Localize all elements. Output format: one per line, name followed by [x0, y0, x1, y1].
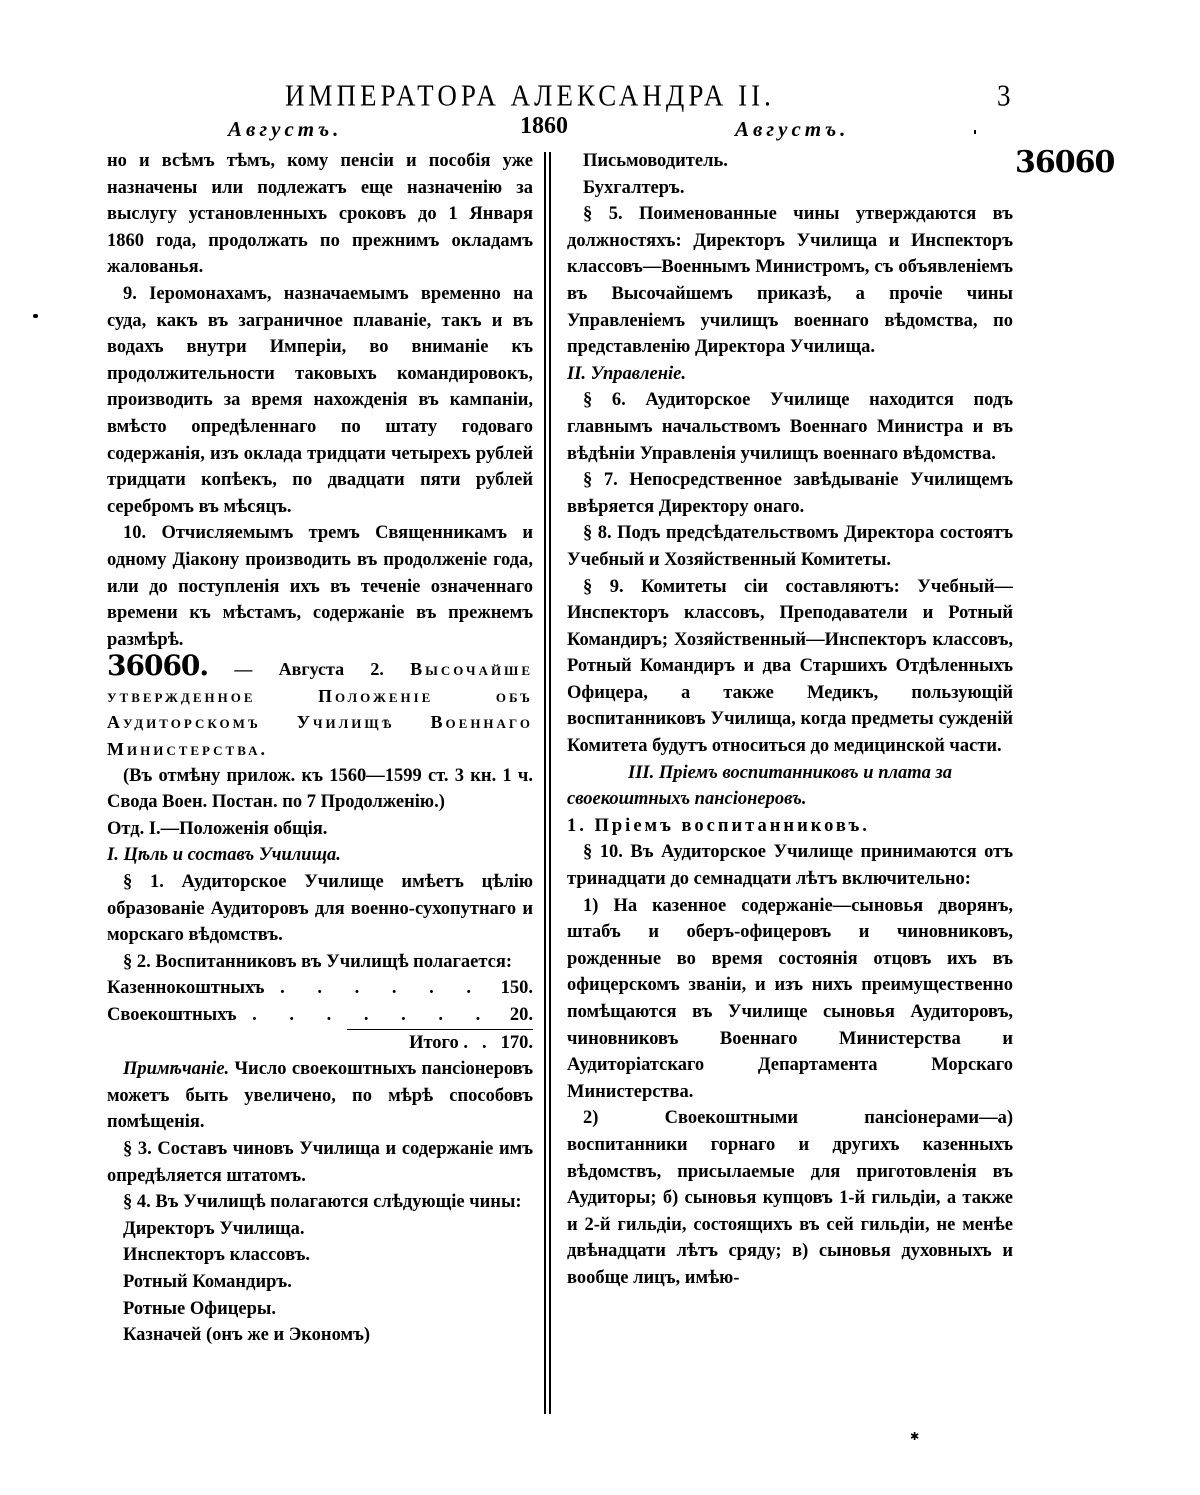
rank-item: Инспекторъ классовъ.	[123, 1245, 311, 1266]
decree-heading	[107, 649, 533, 762]
repeal-note: (Въ отмѣну прилож. къ 1560—1599 ст. 3 кн. 1 ч. Свода Воен. Постан. по 7 Продолженію.)	[107, 765, 533, 813]
decree-title: Высочайше утвержденное Положеніе объ Аудиторскомъ Училищѣ Военнаго Министерства.	[107, 659, 533, 760]
section-heading: Отд. I.—Положенія общія.	[107, 818, 328, 839]
decree-dash: —	[208, 659, 279, 680]
total-row	[347, 1029, 533, 1057]
paragraph-continued: но и всѣмъ тѣмъ, кому пенсіи и пособія уже назначены или подлежатъ еще назначенію за выслугу установленныхъ сроковъ до 1 Января 1860 года, продолжать по прежнимъ окладамъ жалованья.	[107, 151, 533, 278]
paragraph-s1: § 1. Аудиторское Училище имѣетъ цѣлію образованіе Аудиторовъ для военно-сухопутнаго и морскаго вѣдомствъ.	[107, 872, 533, 946]
paragraph-s4: § 4. Въ Училищѣ полагаются слѣдующіе чины:	[123, 1192, 522, 1213]
subsection-heading: I. Цѣль и составъ Училища.	[107, 845, 341, 866]
note-label: Примѣчаніе.	[123, 1059, 230, 1080]
paragraph-s3: § 3. Составъ чиновъ Училища и содержаніе имъ опредѣляется штатомъ.	[107, 1138, 533, 1186]
total-label: Итого .	[409, 1032, 468, 1053]
note-text: Число своекоштныхъ пансіонеровъ можетъ быть увеличено, по мѣрѣ способовъ помѣщенія.	[107, 1059, 533, 1133]
print-mark	[974, 130, 976, 134]
count-dots: . . . . . . .	[252, 1005, 495, 1025]
paragraph-9: 9. Іеромонахамъ, назначаемымъ временно на суда, какъ въ заграничное плаваніе, такъ и въ водахъ внутри Имперіи, во вниманіе къ продолжительности таковыхъ командировокъ, производить за время нахожденія въ кампаніи, вмѣсто опредѣленнаго по штату годоваго содержанія, изъ оклада тридцати четырехъ рублей тридцати копѣекъ, по двадцати пяти рублей серебромъ въ мѣсяцъ.	[107, 283, 533, 517]
count-row	[107, 1002, 533, 1029]
section-heading-3: III. Пріемъ воспитанниковъ и плата за своекоштныхъ пансіонеровъ.	[567, 762, 952, 810]
decree-date: Августа 2.	[278, 659, 384, 680]
decree-number: 36060.	[107, 649, 209, 683]
count-value: 150.	[500, 978, 533, 999]
count-dots: . . . . . .	[280, 978, 485, 999]
total-dot: .	[482, 1032, 487, 1053]
paragraph-10: 10. Отчисляемымъ тремъ Священникамъ и одному Діакону производить въ продолженіе года, или до поступленія ихъ въ теченіе означеннаго времени къ мѣстамъ, содержаніе въ прежнемъ размѣрѣ.	[107, 523, 533, 650]
print-speck	[33, 314, 38, 318]
rank-item: Бухгалтеръ.	[583, 177, 685, 198]
month-left: Августъ.	[228, 117, 343, 141]
column-divider-inner	[549, 152, 551, 1414]
paragraph-s8: § 8. Подъ предсѣдательствомъ Директора состоятъ Учебный и Хозяйственный Комитеты.	[567, 523, 1013, 570]
paragraph-s7: § 7. Непосредственное завѣдываніе Училищемъ ввѣряется Директору онаго.	[567, 470, 1013, 517]
list-item-1: 1) На казенное содержаніе—сыновья дворянъ, штабъ и оберъ-офицеровъ и чиновниковъ, рожденные во время состоянія отцовъ ихъ въ офицерскомъ званіи, и изъ нихъ преимущественно помѣщаются въ Училище сыновья Аудиторовъ, чиновниковъ Военнаго Министерства и Аудиторіатскаго Департамента Морскаго Министерства.	[567, 895, 1013, 1102]
count-label: Своекоштныхъ	[107, 1005, 237, 1025]
count-label: Казеннокоштныхъ	[107, 978, 265, 999]
count-row	[107, 975, 533, 1002]
print-asterisk: ✱	[910, 1430, 920, 1443]
rank-item: Директоръ Училища.	[123, 1218, 305, 1239]
column-divider	[544, 152, 546, 1414]
rank-item: Ротный Командиръ.	[123, 1271, 292, 1292]
page-number: 3	[997, 78, 1011, 113]
total-value: 170.	[500, 1032, 533, 1053]
rank-item: Казначей (онъ же и Экономъ)	[123, 1325, 371, 1346]
paragraph-s6: § 6. Аудиторское Училище находится подъ главнымъ начальствомъ Военнаго Министра и въ вѣдѣніи Управленія училищъ военнаго вѣдомства.	[567, 390, 1013, 464]
right-column	[567, 148, 1013, 1292]
paragraph-s9: § 9. Комитеты сіи составляютъ: Учебный—Инспекторъ классовъ, Преподаватели и Ротный Командиръ; Хозяйственный—Инспекторъ классовъ, Ротный Командиръ и два Старшихъ Отдѣленныхъ Офицера, а также Медикъ, пользующій воспитанниковъ Училища, когда предметы сужденій Комитета будутъ относиться до медицинской части.	[567, 576, 1013, 757]
side-decree-number: 36060	[1015, 145, 1115, 180]
running-title: ИМПЕРАТОРА АЛЕКСАНДРА II.	[285, 78, 775, 113]
section-heading-2: II. Управленіе.	[567, 363, 687, 384]
rank-item: Письмоводитель.	[583, 151, 728, 171]
year: 1860	[520, 113, 568, 139]
note-paragraph	[107, 1056, 533, 1136]
list-item-2: 2) Своекоштными пансіонерами—а) воспитанники горнаго и другихъ казенныхъ вѣдомствъ, присылаемые для приготовленія въ Аудиторы; б) сыновья купцовъ 1-й гильдіи, а также и 2-й гильдіи, состоящихъ въ сей гильдіи, не менѣе двѣнадцати лѣтъ сряду; в) сыновья духовныхъ и вообще лицъ, имѣю-	[567, 1108, 1013, 1288]
subsection-heading-3-1: 1. Пріемъ воспитанниковъ.	[567, 815, 870, 836]
paragraph-s5: § 5. Поименованные чины утверждаются въ должностяхъ: Директоръ Училища и Инспекторъ классовъ—Военнымъ Министромъ, съ объявленіемъ въ Высочайшемъ приказѣ, а прочіе чины Управленіемъ училищъ военнаго вѣдомства, по представленію Директора Училища.	[567, 204, 1013, 358]
left-column	[107, 148, 533, 1349]
rank-item: Ротные Офицеры.	[123, 1298, 276, 1319]
paragraph-s10: § 10. Въ Аудиторское Училище принимаются отъ тринадцати до семнадцати лѣтъ включительно:	[567, 842, 1013, 890]
paragraph-s2: § 2. Воспитанниковъ въ Училищѣ полагается:	[123, 951, 513, 972]
count-value: 20.	[509, 1005, 533, 1025]
month-right: Августъ.	[735, 117, 850, 141]
